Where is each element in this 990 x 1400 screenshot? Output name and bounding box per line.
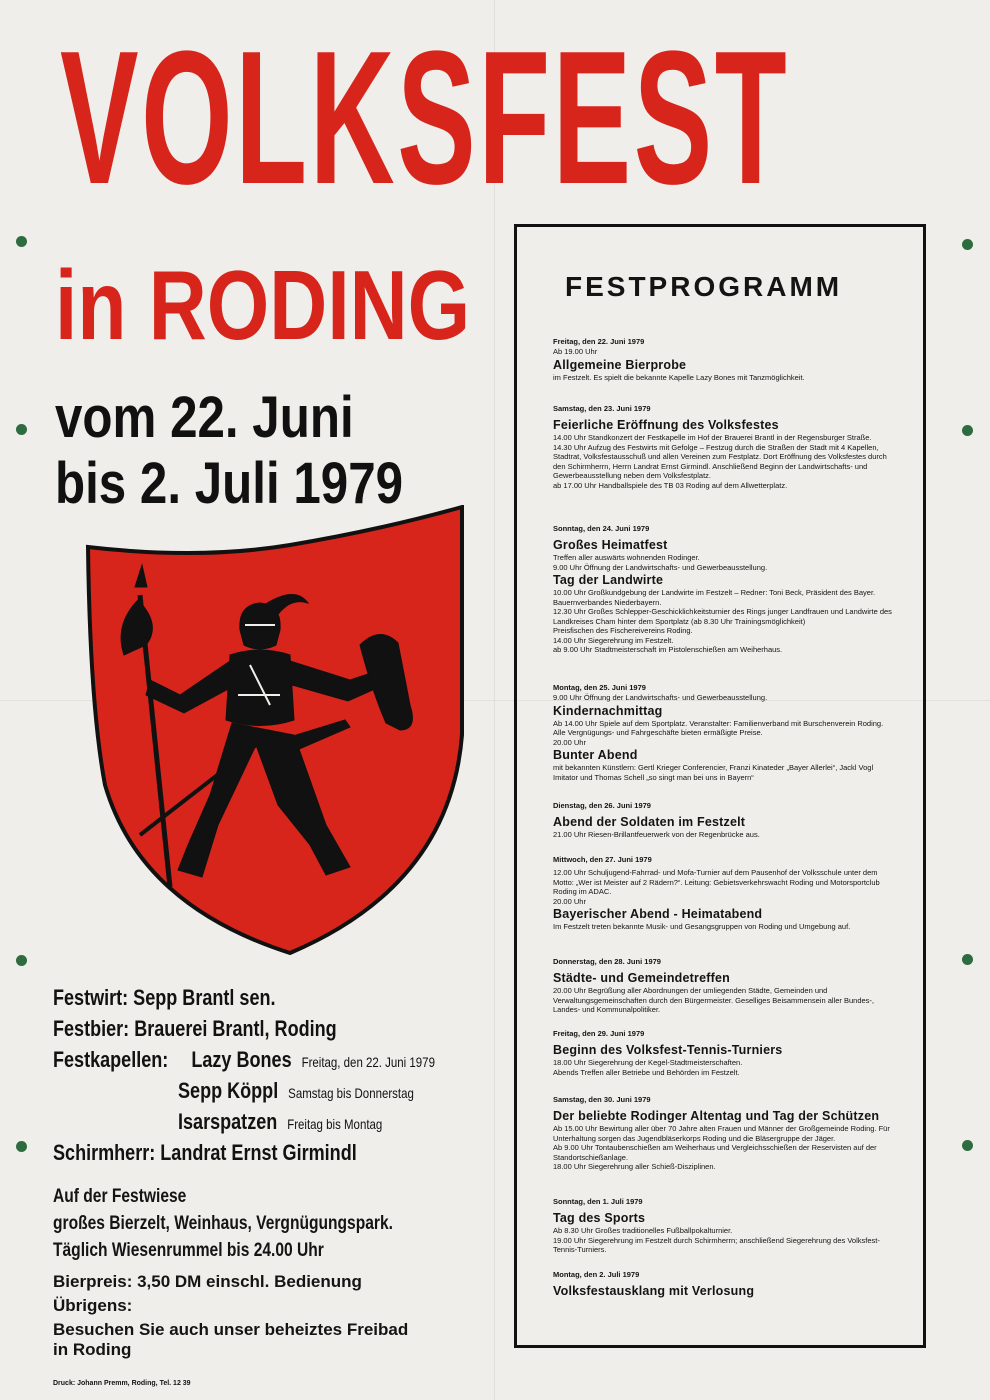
festwiese-block (53, 1183, 393, 1264)
program-day (553, 1095, 893, 1172)
program-date: Dienstag, den 26. Juni 1979 (553, 801, 651, 810)
program-event-text: im Festzelt. Es spielt die bekannte Kapelle Lazy Bones mit Tanzmöglichkeit. (553, 372, 805, 382)
festkapellen-label: Festkapellen: (53, 1047, 169, 1072)
program-date: Samstag, den 23. Juni 1979 (553, 404, 651, 413)
program-date: Montag, den 2. Juli 1979 (553, 1270, 640, 1279)
punch-hole (16, 236, 27, 247)
bier-block (53, 1270, 408, 1360)
band-schedule: Freitag bis Montag (287, 1116, 383, 1132)
punch-hole (962, 954, 973, 965)
program-event-title: Volksfestausklang mit Verlosung (553, 1284, 755, 1298)
band-schedule: Samstag bis Donnerstag (288, 1085, 414, 1101)
program-event-title: Tag der Landwirte (553, 573, 664, 587)
coat-of-arms (80, 505, 470, 955)
program-event-text: Im Festzelt treten bekannte Musik- und Gesangsgruppen von Roding und Umgebung auf. (553, 922, 851, 931)
poster-dates (55, 385, 403, 517)
schirmherr-line: Schirmherr: Landrat Ernst Girmindl (53, 1140, 357, 1165)
program-event-title: Beginn des Volksfest-Tennis-Turniers (553, 1043, 783, 1057)
punch-hole (16, 1141, 27, 1152)
program-event-title: Bayerischer Abend - Heimatabend (553, 907, 763, 921)
punch-hole (16, 424, 27, 435)
band-schedule: Freitag, den 22. Juni 1979 (301, 1054, 435, 1070)
freibad-line-2: in Roding (53, 1340, 132, 1359)
program-event-text: 18.00 Uhr Siegerehrung der Kegel-Stadtmeisterschaften. Abends Treffen aller Betriebe und Behörden im Festzelt. (553, 1058, 743, 1077)
festbier-line: Festbier: Brauerei Brantl, Roding (53, 1016, 337, 1041)
program-day (553, 524, 893, 655)
festwiese-line: großes Bierzelt, Weinhaus, Vergnügungspark. (53, 1213, 393, 1234)
program-event-title: Großes Heimatfest (553, 538, 668, 552)
program-day (553, 683, 893, 782)
festprogramm-box (514, 224, 926, 1348)
band-name: Sepp Köppl (178, 1078, 279, 1103)
program-event-text: Ab 8.30 Uhr Großes traditionelles Fußballpokalturnier. 19.00 Uhr Siegerehrung im Festzelt durch Schirmherrn; anschließend Siegerehrung des Volksfest-Tennis-Turniers. (553, 1226, 880, 1254)
festwirt-line: Festwirt: Sepp Brantl sen. (53, 985, 276, 1010)
program-date: Freitag, den 22. Juni 1979 (553, 337, 645, 346)
program-time: Ab 19.00 Uhr (553, 347, 598, 356)
program-day (553, 1270, 893, 1299)
program-date: Mittwoch, den 27. Juni 1979 (553, 855, 652, 864)
program-event-title: Feierliche Eröffnung des Volksfestes (553, 418, 779, 432)
program-event-title: Bunter Abend (553, 748, 638, 762)
program-date: Samstag, den 30. Juni 1979 (553, 1095, 651, 1104)
poster-title: VOLKSFEST (60, 12, 790, 224)
program-event-title: Der beliebte Rodinger Altentag und Tag der Schützen (553, 1109, 880, 1123)
program-day (553, 1197, 893, 1255)
program-day (553, 1029, 893, 1077)
program-event-text: 12.00 Uhr Schuljugend-Fahrrad- und Mofa-Turnier auf dem Pausenhof der Volksschule unter dem Motto: „Wer ist Meister auf 2 Rädern?“. Leitung: Gebietsverkehrswacht Roding und Motorsportclub Roding im ADAC. 20.00 Uhr (553, 868, 880, 906)
band-line (178, 1109, 382, 1135)
program-day (553, 957, 893, 1015)
program-event-text: Ab 14.00 Uhr Spiele auf dem Sportplatz. Veranstalter: Familienverband mit Burschenverein Roding. Alle Vergnügungs- und Fahrgeschäfte bieten ermäßigte Preise. 20.00 Uhr (553, 718, 884, 747)
festprogramm-title: FESTPROGRAMM (565, 271, 843, 302)
program-day (553, 801, 893, 840)
program-event-text: 14.00 Uhr Standkonzert der Festkapelle im Hof der Brauerei Brantl in der Regensburger Straße. 14.30 Uhr Aufzug des Festwirts mit Gefolge – Festzug durch die Straßen der Stadt mit 4 Kapellen, Stadtrat, Volksfestausschuß und allen Vereinen zum Festplatz. Dort Eröffnung des Volksfestes durch den Schirmherrn, Herrn Landrat Ernst Girmindl. Anschließend Beginn der Landwirtschafts- und Gewerbeausstellung neben dem Volksfestplatz. ab 17.00 Uhr Handballspiele des TB 03 Roding auf dem Allwetterplatz. (553, 433, 887, 490)
bierpreis-line: Bierpreis: 3,50 DM einschl. Bedienung (53, 1272, 362, 1291)
program-event-title: Städte- und Gemeindetreffen (553, 971, 730, 985)
band-line (178, 1078, 414, 1104)
program-event-title: Tag des Sports (553, 1211, 646, 1225)
festwiese-line: Täglich Wiesenrummel bis 24.00 Uhr (53, 1240, 324, 1261)
program-date: Sonntag, den 1. Juli 1979 (553, 1197, 643, 1206)
program-date: Montag, den 25. Juni 1979 (553, 683, 646, 692)
program-event-text: mit bekannten Künstlern: Gertl Krieger Conferencier, Franzi Kinateder „Bayer Allerlei“, Jackl Vogl Imitator und Thomas Schell „so singt man bei uns in Bayern“ (553, 763, 874, 782)
freibad-line-1: Besuchen Sie auch unser beheiztes Freibad (53, 1320, 409, 1339)
band-name: Isarspatzen (178, 1109, 278, 1134)
poster-subtitle: in RODING (55, 250, 471, 360)
program-date: Donnerstag, den 28. Juni 1979 (553, 957, 661, 966)
punch-hole (962, 239, 973, 250)
punch-hole (16, 955, 27, 966)
uebrigens-line: Übrigens: (53, 1296, 133, 1315)
program-time: 9.00 Uhr Öffnung der Landwirtschafts- und Gewerbeausstellung. (553, 693, 768, 702)
dates-line-1: vom 22. Juni (55, 385, 354, 450)
dates-line-2: bis 2. Juli 1979 (55, 451, 404, 516)
knight-torso (226, 650, 294, 726)
band-name: Lazy Bones (191, 1047, 292, 1072)
program-event-title: Kindernachmittag (553, 703, 663, 718)
program-event-text: 10.00 Uhr Großkundgebung der Landwirte im Festzelt – Redner: Toni Beck, Präsident des Bayer. Bauernverbandes Niederbayern. 12.30 Uhr Großes Schlepper-Geschicklichkeitsturnier des Rings junger Landfrauen und Landwirte des Landkreises Cham hinter dem Sportplatz (ab 8.30 Uhr Trainingsmöglichkeit) Preisfischen des Fischereivereins Roding. 14.00 Uhr Siegerehrung im Festzelt. ab 9.00 Uhr Stadtmeisterschaft im Pistolenschießen am Weiherhaus. (553, 588, 892, 654)
program-event-text: 20.00 Uhr Begrüßung aller Abordnungen der umliegenden Städte, Gemeinden und Verwaltungsgemeinschaften durch den Bürgermeister. Geselliges Beisammensein aller Bundes-, Landes- und Kommunalpolitiker. (553, 986, 875, 1014)
program-day (553, 404, 893, 490)
program-event-title: Allgemeine Bierprobe (553, 357, 687, 372)
program-date: Freitag, den 29. Juni 1979 (553, 1029, 645, 1038)
program-date: Sonntag, den 24. Juni 1979 (553, 524, 650, 533)
program-event-title: Abend der Soldaten im Festzelt (553, 815, 746, 829)
festwiese-line: Auf der Festwiese (53, 1186, 187, 1207)
printer-imprint: Druck: Johann Premm, Roding, Tel. 12 39 (53, 1380, 191, 1387)
program-event-text: 21.00 Uhr Riesen-Brillantfeuerwerk von der Regenbrücke aus. (553, 830, 760, 839)
program-day (553, 337, 893, 382)
program-event-text: Ab 15.00 Uhr Bewirtung aller über 70 Jahre alten Frauen und Männer der Großgemeinde Roding. Für Unterhaltung sorgen das Jugendbläserkorps Roding und die Bläsergruppe der Jäger. Ab 9.00 Uhr Tontaubenschießen am Weiherhaus und Vergleichsschießen der Reservisten auf der Standortschießanlage. 18.00 Uhr Siegerehrung aller Schieß-Disziplinen. (553, 1124, 890, 1171)
punch-hole (962, 1140, 973, 1151)
program-day (553, 855, 893, 932)
punch-hole (962, 425, 973, 436)
festkapellen-line (53, 1047, 435, 1073)
program-event-text: Treffen aller auswärts wohnenden Rodinger. 9.00 Uhr Öffnung der Landwirtschafts- und Gewerbeausstellung. (553, 553, 768, 572)
